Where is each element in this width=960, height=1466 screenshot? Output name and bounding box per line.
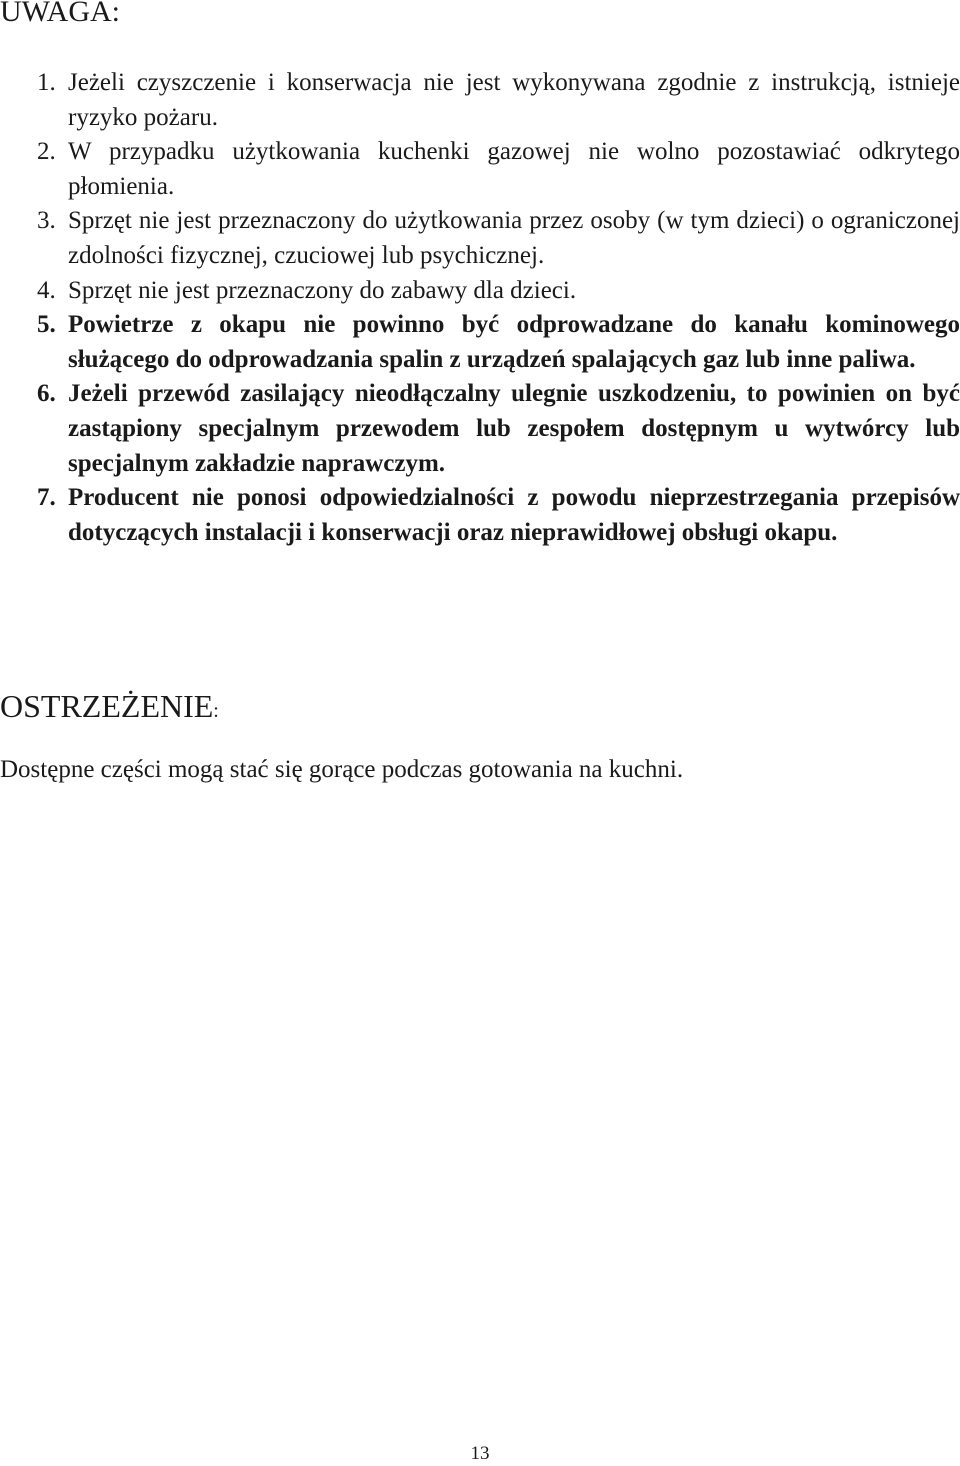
item-text: Sprzęt nie jest przeznaczony do zabawy dla dzieci. [68,276,577,304]
caution-item-1 [37,66,960,135]
item-number: 2. [37,138,56,166]
item-text: Powietrze z okapu nie powinno być odprowadzane do kanału kominowego służącego do odprowadzania spalin z urządzeń spalających gaz lub inne paliwa. [68,311,960,373]
caution-item-4 [37,274,960,309]
item-text: Jeżeli przewód zasilający nieodłączalny ulegnie uszkodzeniu, to powinien on być zastąpiony specjalnym przewodem lub zespołem dostępnym u wytwórcy lub specjalnym zakładzie naprawczym. [68,380,960,477]
page-number: 13 [470,1443,490,1464]
item-number: 7. [37,484,56,512]
warning-heading [0,686,219,731]
item-text: Sprzęt nie jest przeznaczony do użytkowania przez osoby (w tym dzieci) o ograniczonej zdolności fizycznej, czuciowej lub psychicznej. [68,207,960,269]
warning-heading-text: OSTRZEŻENIE [0,688,214,724]
caution-item-7 [37,481,960,550]
warning-heading-colon: : [213,700,219,722]
item-number: 6. [37,380,56,408]
item-text: Jeżeli czyszczenie i konserwacja nie jest wykonywana zgodnie z instrukcją, istnieje ryzyko pożaru. [68,69,960,131]
item-number: 3. [37,207,56,235]
warning-text: Dostępne części mogą stać się gorące podczas gotowania na kuchni. [0,756,684,783]
caution-item-5 [37,308,960,377]
caution-item-6 [37,377,960,481]
item-text: Producent nie ponosi odpowiedzialności z powodu nieprzestrzegania przepisów dotyczących instalacji i konserwacji oraz nieprawidłowej obsługi okapu. [68,484,960,546]
caution-heading: UWAGA: [0,0,120,28]
item-number: 5. [37,311,56,339]
item-text: W przypadku użytkowania kuchenki gazowej nie wolno pozostawiać odkrytego płomienia. [68,138,960,200]
item-number: 4. [37,276,56,304]
caution-item-3 [37,204,960,273]
caution-list [37,66,960,550]
caution-item-2 [37,135,960,204]
item-number: 1. [37,69,56,96]
